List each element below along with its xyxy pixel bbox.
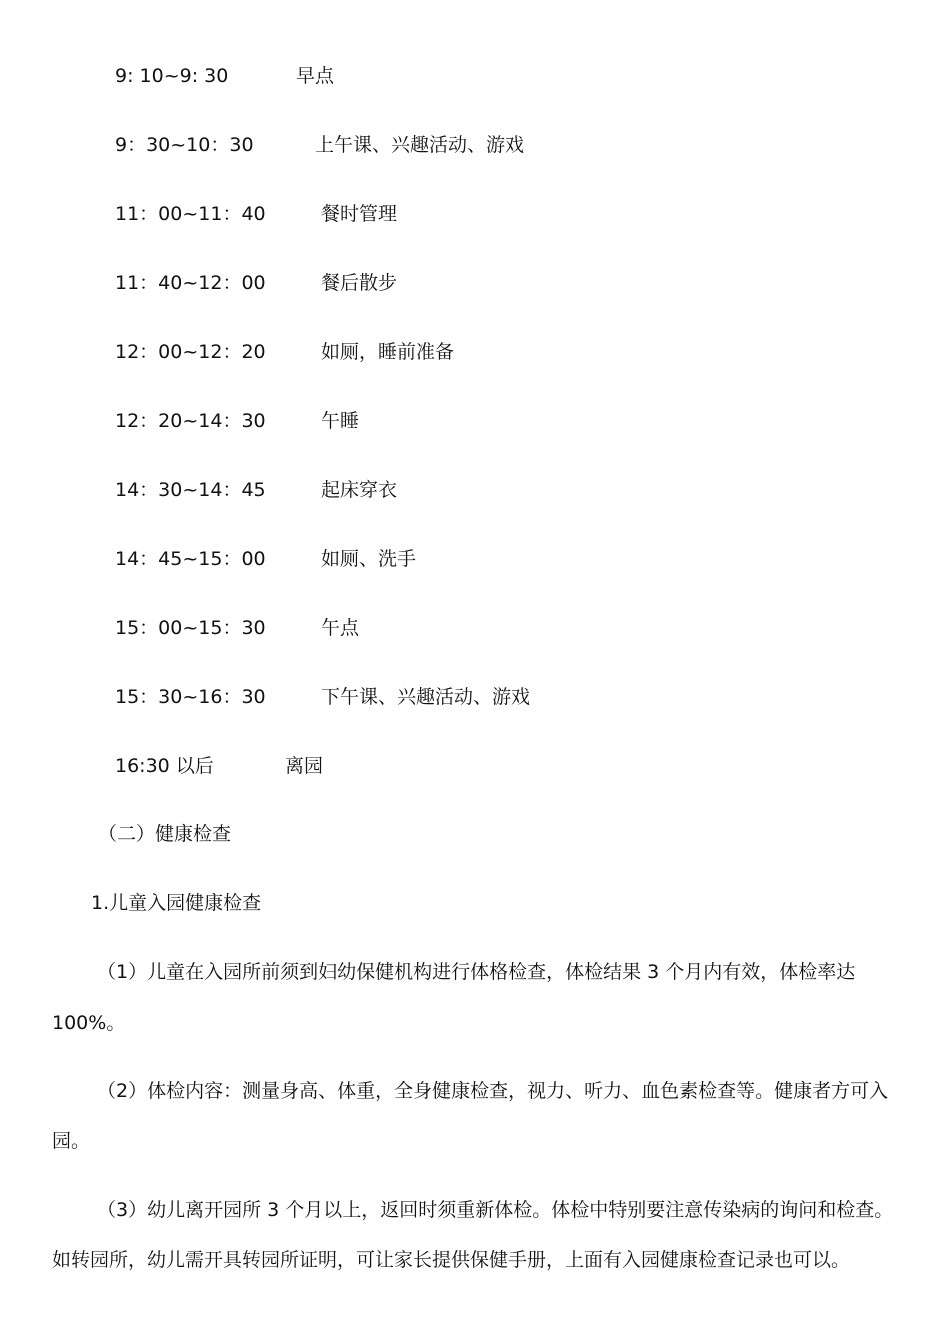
schedule-time: 11：00~11：40: [115, 203, 266, 225]
schedule-activity: 离园: [285, 755, 324, 777]
schedule-time: 11：40~12：00: [115, 272, 266, 294]
schedule-time: 14：45~15：00: [115, 548, 266, 570]
schedule-activity: 上午课、兴趣活动、游戏: [315, 134, 525, 156]
schedule-activity: 餐时管理: [321, 203, 398, 225]
schedule-time: 16:30 以后: [115, 755, 214, 777]
schedule-time: 12：20~14：30: [115, 410, 266, 432]
paragraph-line: 如转园所，幼儿需开具转园所证明，可让家长提供保健手册，上面有入园健康检查记录也可以。: [52, 1249, 851, 1271]
schedule-time: 9：30~10：30: [115, 134, 254, 156]
paragraph-line: （3）幼儿离开园所 3 个月以上，返回时须重新体检。体检中特别要注意传染病的询问和检查。: [97, 1199, 894, 1221]
schedule-time: 14：30~14：45: [115, 479, 266, 501]
paragraph-line: （2）体检内容：测量身高、体重，全身健康检查，视力、听力、血色素检查等。健康者方可入: [97, 1080, 889, 1102]
paragraph-line: 园。: [52, 1130, 91, 1152]
schedule-activity: 午睡: [321, 410, 360, 432]
section-heading: （二）健康检查: [98, 823, 232, 845]
paragraph-line: （1）儿童在入园所前须到妇幼保健机构进行体格检查，体检结果 3 个月内有效，体检率达: [97, 961, 856, 983]
schedule-time: 15：00~15：30: [115, 617, 266, 639]
schedule-time: 12：00~12：20: [115, 341, 266, 363]
schedule-activity: 早点: [296, 65, 335, 87]
paragraph-line: 100%。: [52, 1012, 126, 1034]
subsection-heading: 1.儿童入园健康检查: [91, 892, 262, 914]
schedule-activity: 午点: [321, 617, 360, 639]
schedule-activity: 下午课、兴趣活动、游戏: [321, 686, 531, 708]
schedule-activity: 如厕，睡前准备: [321, 341, 455, 363]
schedule-activity: 如厕、洗手: [321, 548, 417, 570]
schedule-activity: 餐后散步: [321, 272, 398, 294]
schedule-time: 9: 10~9: 30: [115, 65, 229, 87]
schedule-time: 15：30~16：30: [115, 686, 266, 708]
schedule-activity: 起床穿衣: [321, 479, 398, 501]
